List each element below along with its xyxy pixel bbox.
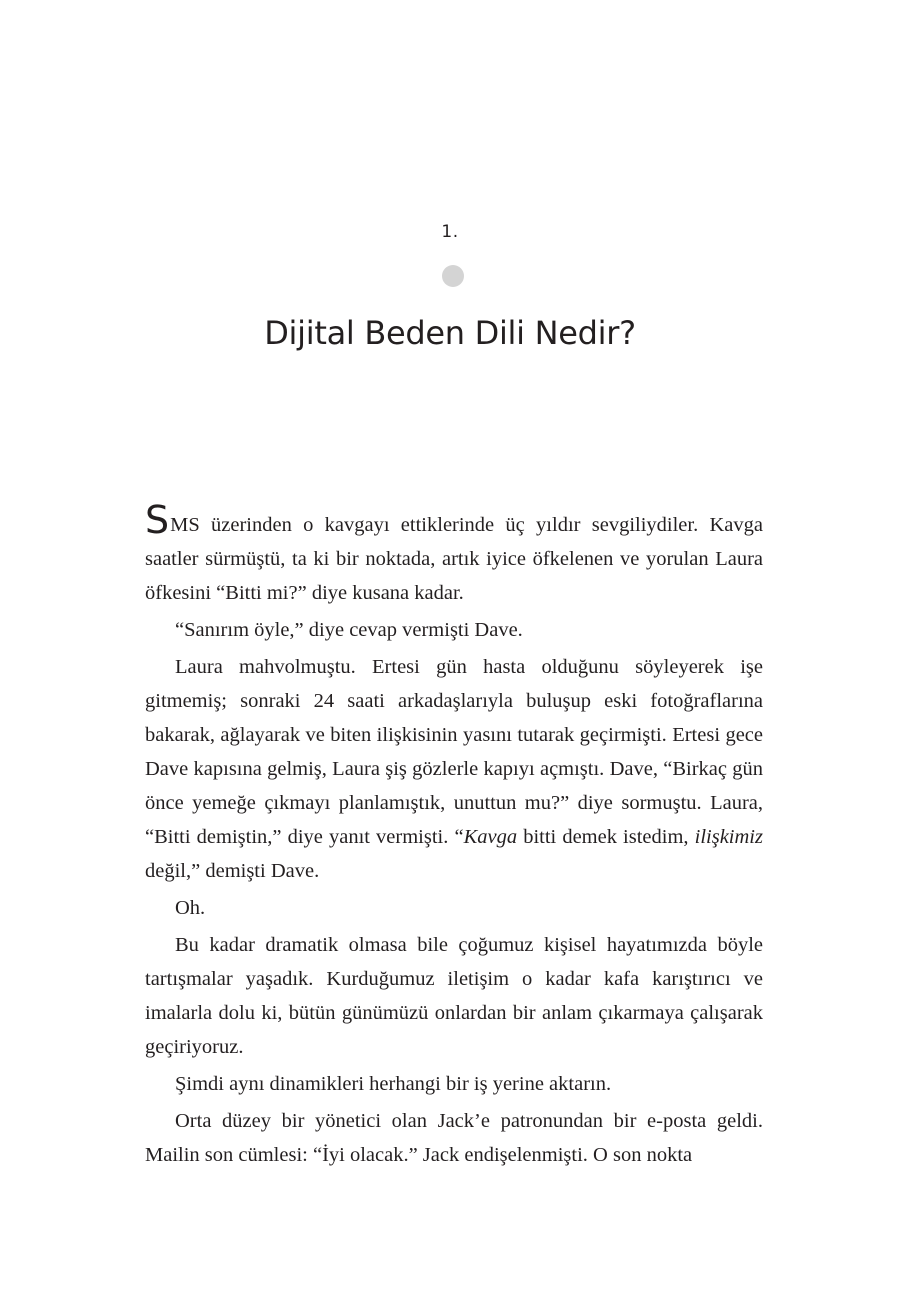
paragraph-3-text-a: Laura mahvolmuştu. Ertesi gün hasta olduğunu söyleyerek işe gitmemiş; sonraki 24 saati arkadaşlarıyla buluşup eski fotoğraflarına bakarak, ağlayarak ve biten ilişkisinin yasını tutarak geçirmişti. Ertesi gece Dave kapısına gelmiş, Laura şiş gözlerle kapıyı açmıştı. Dave, “Birkaç gün önce yemeğe çıkmayı planlamıştık, unuttun mu?” diye sormuştu. Laura, “Bitti demiştin,” diye yanıt vermişti. “ (145, 656, 763, 848)
paragraph-1-text: MS üzerinden o kavgayı ettiklerinde üç yıldır sevgiliydiler. Kavga saatler sürmüştü, ta ki bir noktada, artık iyice öfkelenen ve yorulan Laura öfkesini “Bitti mi?” diye kusana kadar. (145, 514, 763, 604)
body-text (145, 498, 763, 1175)
paragraph-5: Bu kadar dramatik olmasa bile çoğumuz kişisel hayatımızda böyle tartışmalar yaşadık. Kurduğumuz iletişim o kadar kafa karıştırıcı ve imalarla dolu ki, bütün günümüzü onlardan bir anlam çıkarmaya çalışarak geçiriyoruz. (145, 934, 763, 1058)
paragraph-3-italic-kavga: Kavga (463, 826, 518, 848)
paragraph-3-text-b: bitti demek istedim, (517, 826, 695, 848)
paragraph-2: “Sanırım öyle,” diye cevap vermişti Dave. (175, 619, 523, 641)
paragraph-1 (145, 498, 763, 610)
chapter-title: Dijital Beden Dili Nedir? (264, 314, 636, 352)
paragraph-3-text-c: değil,” demişti Dave. (145, 860, 320, 882)
chapter-ornament-dot (442, 265, 464, 287)
paragraph-7: Orta düzey bir yönetici olan Jack’e patronundan bir e-posta geldi. Mailin son cümlesi: “İyi olacak.” Jack endişelenmişti. O son nokta (145, 1110, 763, 1166)
drop-cap: S (145, 498, 170, 542)
paragraph-3 (145, 650, 763, 888)
paragraph-6: Şimdi aynı dinamikleri herhangi bir iş yerine aktarın. (175, 1073, 612, 1095)
paragraph-3-italic-iliskimiz: ilişkimiz (694, 826, 763, 848)
chapter-number: 1. (441, 222, 459, 242)
paragraph-4: Oh. (175, 897, 206, 919)
